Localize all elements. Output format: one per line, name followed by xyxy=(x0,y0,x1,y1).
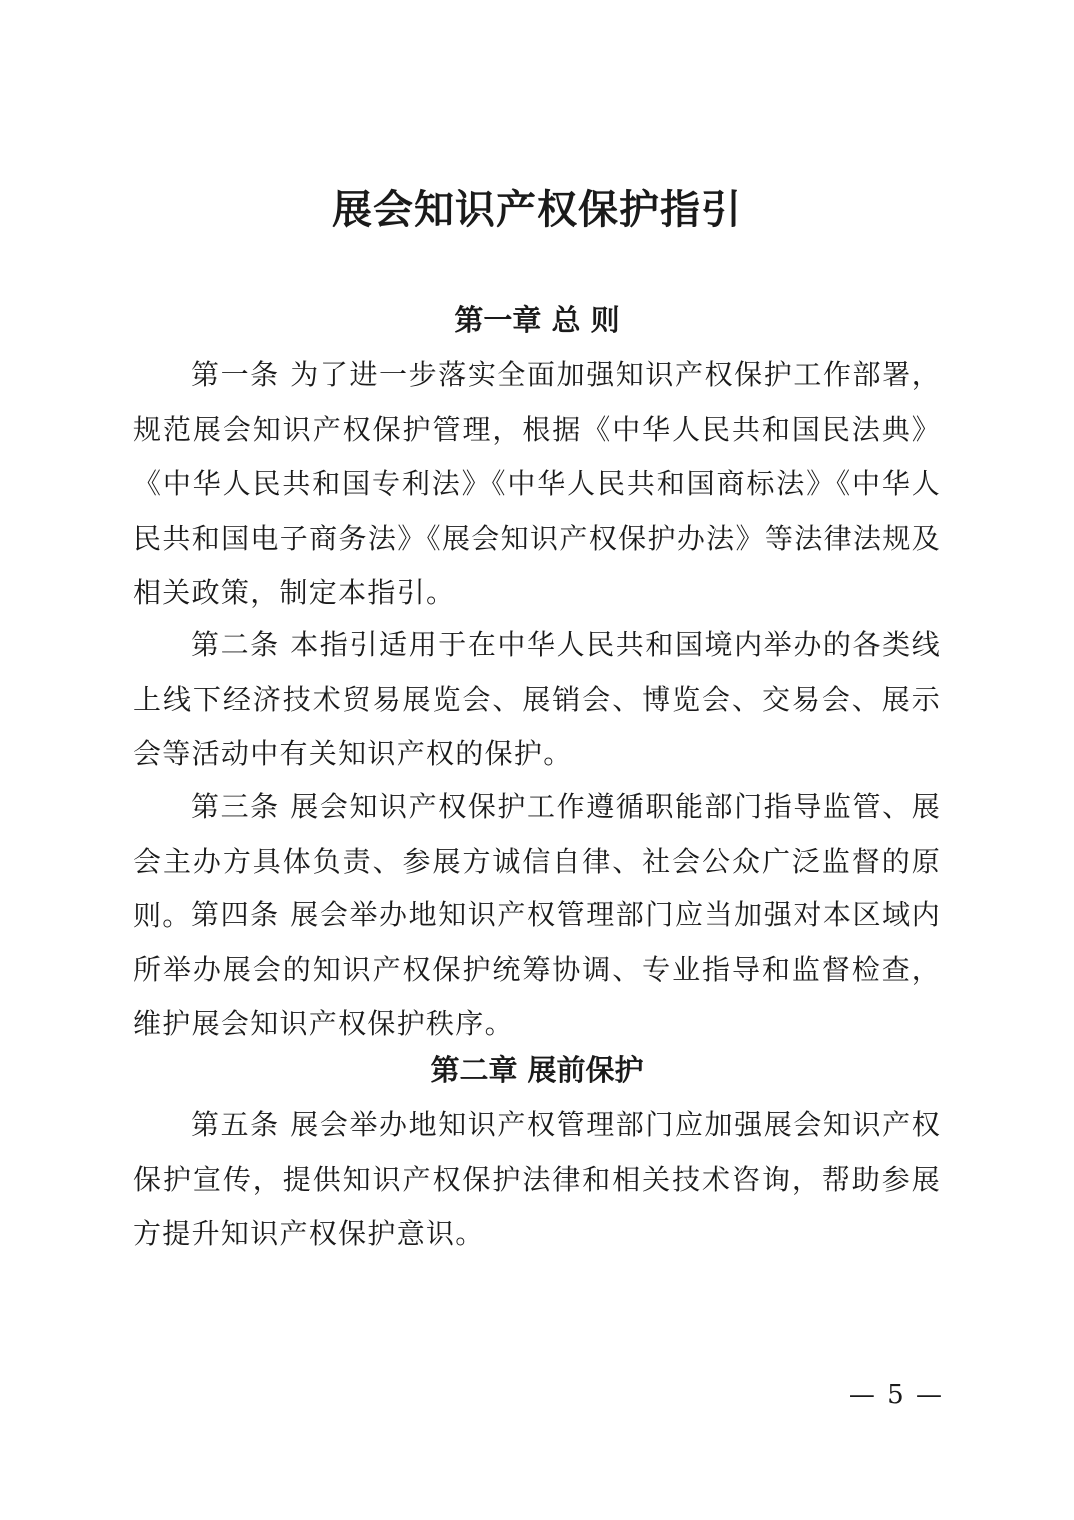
chapter-heading-pre-exhibition: 第二章 展前保护 xyxy=(430,1053,644,1087)
article-paragraph-2: 第二条 本指引适用于在中华人民共和国境内举办的各类线上线下经济技术贸易展览会、展销会、博览会、交易会、展示会等活动中有关知识产权的保护。 xyxy=(133,628,941,770)
article-paragraph-1: 第一条 为了进一步落实全面加强知识产权保护工作部署，规范展会知识产权保护管理，根据《中华人民共和国民法典》《中华人民共和国专利法》《中华人民共和国商标法》《中华人民共和国电子商务法》《展会知识产权保护办法》等法律法规及相关政策，制定本指引。 xyxy=(133,358,941,609)
article-paragraph-5: 第五条 展会举办地知识产权管理部门应加强展会知识产权保护宣传，提供知识产权保护法律和相关技术咨询，帮助参展方提升知识产权保护意识。 xyxy=(133,1108,941,1250)
article-paragraph-3: 第三条 展会知识产权保护工作遵循职能部门指导监管、展会主办方具体负责、参展方诚信自律、社会公众广泛监督的原则。 xyxy=(133,790,941,932)
chapter-heading-general: 第一章 总 则 xyxy=(454,303,620,337)
article-paragraph-4: 第四条 展会举办地知识产权管理部门应当加强对本区域内所举办展会的知识产权保护统筹协调、专业指导和监督检查，维护展会知识产权保护秩序。 xyxy=(133,898,941,1040)
document-title: 展会知识产权保护指引 xyxy=(332,187,742,233)
page-number: — 5 — xyxy=(848,1380,944,1410)
